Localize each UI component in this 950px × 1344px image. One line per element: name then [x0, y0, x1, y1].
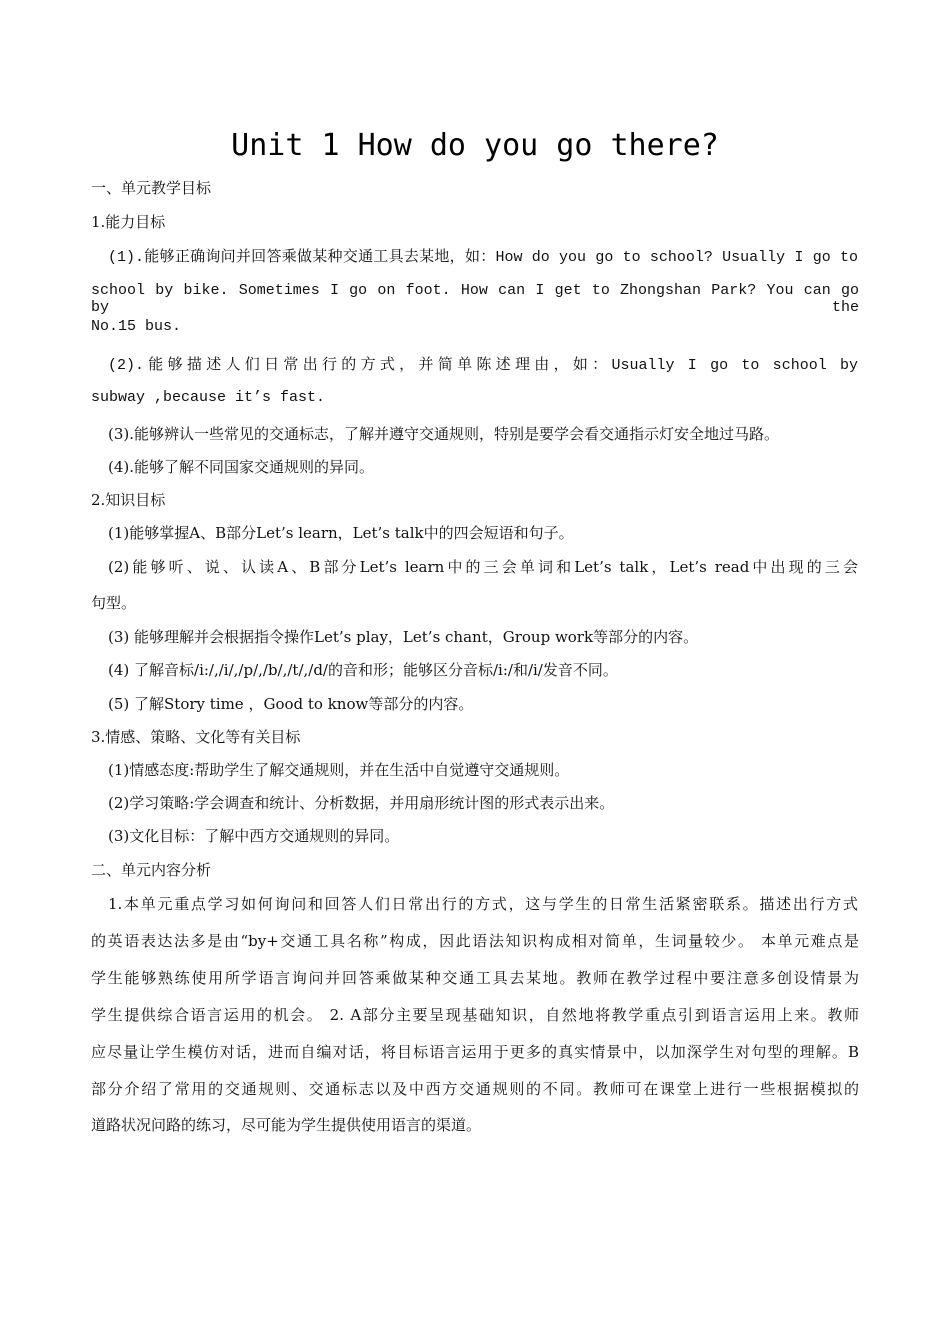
analysis-line2: 的英语表达法多是由“by+交通工具名称”构成，因此语法知识构成相对简单，生词量较少。 本单元难点是: [91, 932, 859, 950]
analysis-line7: 道路状况问路的练习，尽可能为学生提供使用语言的渠道。: [91, 1116, 482, 1134]
affective-heading: 3.情感、策略、文化等有关目标: [91, 728, 301, 746]
knowledge-item5: (5) 了解Story time ，Good to know等部分的内容。: [108, 695, 474, 713]
knowledge-item2-line1: (2)能够听、说、认读A、B部分Let’s learn中的三会单词和Let’s talk，Let’s read中出现的三会: [108, 558, 858, 576]
knowledge-item3: (3) 能够理解并会根据指令操作Let’s play，Let’s chant，Group work等部分的内容。: [108, 628, 699, 646]
ability-heading: 1.能力目标: [91, 213, 166, 231]
section1-heading: 一、单元教学目标: [91, 179, 212, 197]
knowledge-item1: (1)能够掌握A、B部分Let’s learn，Let’s talk中的四会短语和句子。: [108, 524, 574, 542]
ability-item1-line3: No.15 bus.: [91, 318, 182, 335]
analysis-line5: 应尽量让学生模仿对话，进而自编对话，将目标语言运用于更多的真实情景中，以加深学生对句型的理解。B: [91, 1043, 859, 1061]
analysis-line6: 部分介绍了常用的交通规则、交通标志以及中西方交通规则的不同。教师可在课堂上进行一些根据模拟的: [91, 1080, 859, 1098]
analysis-line1: 1.本单元重点学习如何询问和回答人们日常出行的方式，这与学生的日常生活紧密联系。描述出行方式: [108, 895, 858, 913]
page-title: Unit 1 How do you go there?: [231, 128, 719, 163]
ability-item2-line2: subway ,because it’s fast.: [91, 389, 326, 406]
ability-item4: (4).能够了解不同国家交通规则的异同。: [108, 458, 375, 476]
affective-item2: (2)学习策略:学会调查和统计、分析数据，并用扇形统计图的形式表示出来。: [108, 794, 615, 812]
affective-item3: (3)文化目标：了解中西方交通规则的异同。: [108, 827, 400, 845]
knowledge-item2-line2: 句型。: [91, 594, 137, 612]
affective-item1: (1)情感态度:帮助学生了解交通规则，并在生活中自觉遵守交通规则。: [108, 761, 570, 779]
ability-item1-line1: (1).能够正确询问并回答乘做某种交通工具去某地，如：How do you go to school? Usually I go to: [108, 249, 858, 266]
ability-item1-line2: school by bike. Sometimes I go on foot. How can I get to Zhongshan Park? You can go by the: [91, 282, 859, 316]
analysis-line3: 学生能够熟练使用所学语言询问并回答乘做某种交通工具去某地。教师在教学过程中要注意多创设情景为: [91, 969, 859, 987]
ability-item3: (3).能够辨认一些常见的交通标志，了解并遵守交通规则，特别是要学会看交通指示灯安全地过马路。: [108, 425, 780, 443]
ability-item2-line1: (2).能够描述人们日常出行的方式，并简单陈述理由，如：Usually I go to school by: [108, 357, 858, 374]
knowledge-heading: 2.知识目标: [91, 491, 166, 509]
section2-heading: 二、单元内容分析: [91, 861, 212, 879]
knowledge-item4: (4) 了解音标/i:/,/i/,/p/,/b/,/t/,/d/的音和形；能够区分音标/i:/和/i/发音不同。: [108, 661, 618, 679]
analysis-line4: 学生提供综合语言运用的机会。 2. A部分主要呈现基础知识，自然地将教学重点引到语言运用上来。教师: [91, 1006, 859, 1024]
